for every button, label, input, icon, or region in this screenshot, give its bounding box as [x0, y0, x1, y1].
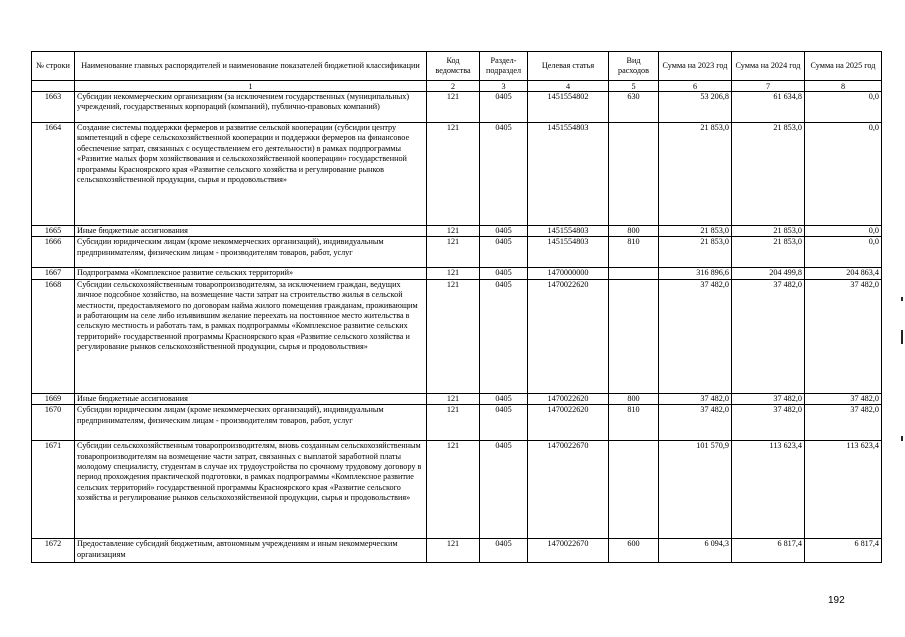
target-cell: 1470022620	[528, 279, 609, 393]
target-cell: 1470022620	[528, 405, 609, 441]
expense-type-cell: 600	[609, 539, 659, 563]
sum-2024-cell: 37 482,0	[732, 393, 805, 404]
target-cell: 1451554802	[528, 92, 609, 123]
row-number-cell: 1670	[32, 405, 75, 441]
dept-code-cell: 121	[427, 441, 480, 539]
expense-type-cell	[609, 268, 659, 279]
target-cell: 1470022670	[528, 441, 609, 539]
header-target: Целевая статья	[528, 52, 609, 81]
table-row	[32, 226, 882, 237]
scan-edge-mark	[901, 297, 903, 301]
row-name-cell: Субсидии юридическим лицам (кроме некоммерческих организаций), индивидуальным предпринимателям, физическим лицам - производителям товаров, работ, услуг	[75, 237, 427, 268]
table-row	[32, 441, 882, 539]
target-cell: 1451554803	[528, 226, 609, 237]
row-name-cell: Субсидии юридическим лицам (кроме некоммерческих организаций), индивидуальным предпринимателям, физическим лицам - производителям товаров, работ, услуг	[75, 405, 427, 441]
column-number: 4	[528, 81, 609, 92]
header-sum-2024: Сумма на 2024 год	[732, 52, 805, 81]
expense-type-cell: 630	[609, 92, 659, 123]
section-cell: 0405	[480, 279, 528, 393]
section-cell: 0405	[480, 441, 528, 539]
scan-edge-mark	[901, 436, 903, 441]
column-number: 1	[75, 81, 427, 92]
section-cell: 0405	[480, 393, 528, 404]
target-cell: 1470022620	[528, 393, 609, 404]
column-number: 5	[609, 81, 659, 92]
column-number	[32, 81, 75, 92]
section-cell: 0405	[480, 237, 528, 268]
table-header-row	[32, 52, 882, 81]
sum-2023-cell: 37 482,0	[659, 405, 732, 441]
sum-2024-cell: 21 853,0	[732, 226, 805, 237]
section-cell: 0405	[480, 123, 528, 226]
column-number: 6	[659, 81, 732, 92]
dept-code-cell: 121	[427, 539, 480, 563]
sum-2023-cell: 316 896,6	[659, 268, 732, 279]
row-number-cell: 1664	[32, 123, 75, 226]
row-number-cell: 1671	[32, 441, 75, 539]
expense-type-cell: 800	[609, 226, 659, 237]
expense-type-cell: 800	[609, 393, 659, 404]
header-sum-2023: Сумма на 2023 год	[659, 52, 732, 81]
sum-2025-cell: 113 623,4	[805, 441, 882, 539]
sum-2024-cell: 21 853,0	[732, 237, 805, 268]
row-number-cell: 1669	[32, 393, 75, 404]
sum-2024-cell: 204 499,8	[732, 268, 805, 279]
sum-2025-cell: 37 482,0	[805, 405, 882, 441]
table-row	[32, 123, 882, 226]
sum-2024-cell: 21 853,0	[732, 123, 805, 226]
page-number: 192	[828, 595, 845, 606]
row-number-cell: 1672	[32, 539, 75, 563]
row-number-cell: 1667	[32, 268, 75, 279]
target-cell: 1451554803	[528, 123, 609, 226]
sum-2023-cell: 53 206,8	[659, 92, 732, 123]
header-sum-2025: Сумма на 2025 год	[805, 52, 882, 81]
section-cell: 0405	[480, 268, 528, 279]
dept-code-cell: 121	[427, 279, 480, 393]
table-row	[32, 237, 882, 268]
scan-edge-mark	[901, 330, 903, 344]
sum-2025-cell: 0,0	[805, 123, 882, 226]
sum-2023-cell: 21 853,0	[659, 237, 732, 268]
sum-2024-cell: 6 817,4	[732, 539, 805, 563]
table-row	[32, 539, 882, 563]
row-number-cell: 1668	[32, 279, 75, 393]
sum-2025-cell: 6 817,4	[805, 539, 882, 563]
sum-2023-cell: 101 570,9	[659, 441, 732, 539]
row-name-cell: Иные бюджетные ассигнования	[75, 226, 427, 237]
row-name-cell: Субсидии сельскохозяйственным товаропроизводителям, вновь созданным сельскохозяйственным товаропроизводителям на возмещение части затрат, связанных с выплатой заработной платы молодому специалисту, студентам в случае их трудоустройства по срочному трудовому договору в период прохождения практической подготовки, в рамках подпрограммы «Комплексное развитие сельских территорий» государственной программы Красноярского края «Развитие сельского хозяйства и регулирование рынков сельскохозяйственной продукции, сырья и продовольствия»	[75, 441, 427, 539]
dept-code-cell: 121	[427, 226, 480, 237]
sum-2024-cell: 37 482,0	[732, 405, 805, 441]
header-row-number: № строки	[32, 52, 75, 81]
table-row	[32, 268, 882, 279]
dept-code-cell: 121	[427, 237, 480, 268]
section-cell: 0405	[480, 405, 528, 441]
dept-code-cell: 121	[427, 405, 480, 441]
row-number-cell: 1666	[32, 237, 75, 268]
expense-type-cell: 810	[609, 237, 659, 268]
sum-2025-cell: 0,0	[805, 92, 882, 123]
column-number: 8	[805, 81, 882, 92]
sum-2024-cell: 61 634,8	[732, 92, 805, 123]
header-section: Раздел-подраздел	[480, 52, 528, 81]
header-dept-code: Код ведомства	[427, 52, 480, 81]
dept-code-cell: 121	[427, 92, 480, 123]
sum-2023-cell: 37 482,0	[659, 279, 732, 393]
column-number: 7	[732, 81, 805, 92]
target-cell: 1470000000	[528, 268, 609, 279]
row-number-cell: 1663	[32, 92, 75, 123]
header-expense-type: Вид расходов	[609, 52, 659, 81]
sum-2025-cell: 37 482,0	[805, 279, 882, 393]
sum-2023-cell: 37 482,0	[659, 393, 732, 404]
sum-2025-cell: 204 863,4	[805, 268, 882, 279]
sum-2024-cell: 37 482,0	[732, 279, 805, 393]
sum-2023-cell: 21 853,0	[659, 123, 732, 226]
sum-2023-cell: 21 853,0	[659, 226, 732, 237]
section-cell: 0405	[480, 92, 528, 123]
row-name-cell: Предоставление субсидий бюджетным, автономным учреждениям и иным некоммерческим организациям	[75, 539, 427, 563]
column-number-row	[32, 81, 882, 92]
sum-2025-cell: 0,0	[805, 226, 882, 237]
row-name-cell: Субсидии сельскохозяйственным товаропроизводителям, за исключением граждан, ведущих личное подсобное хозяйство, на возмещение части затрат на строительство жилья в сельской местности, предоставляемого по договорам найма жилого помещения гражданам, проживающим и работающим на селе либо изъявившим желание переехать на постоянное место жительства в сельскую местность и работать там, в рамках подпрограммы «Комплексное развитие сельских территорий» государственной программы Красноярского края «Развитие сельского хозяйства и регулирование рынков сельскохозяйственной продукции, сырья и продовольствия»	[75, 279, 427, 393]
column-number: 3	[480, 81, 528, 92]
table-row	[32, 92, 882, 123]
dept-code-cell: 121	[427, 123, 480, 226]
expense-type-cell	[609, 279, 659, 393]
section-cell: 0405	[480, 226, 528, 237]
sum-2023-cell: 6 094,3	[659, 539, 732, 563]
header-name: Наименование главных распорядителей и наименование показателей бюджетной классификации	[75, 52, 427, 81]
sum-2025-cell: 0,0	[805, 237, 882, 268]
budget-table	[31, 51, 882, 563]
target-cell: 1470022670	[528, 539, 609, 563]
expense-type-cell	[609, 123, 659, 226]
table-row	[32, 393, 882, 404]
target-cell: 1451554803	[528, 237, 609, 268]
row-name-cell: Иные бюджетные ассигнования	[75, 393, 427, 404]
section-cell: 0405	[480, 539, 528, 563]
row-number-cell: 1665	[32, 226, 75, 237]
table-row	[32, 405, 882, 441]
sum-2025-cell: 37 482,0	[805, 393, 882, 404]
table-row	[32, 279, 882, 393]
expense-type-cell	[609, 441, 659, 539]
dept-code-cell: 121	[427, 393, 480, 404]
row-name-cell: Создание системы поддержки фермеров и развитие сельской кооперации (субсидии центру компетенций в сфере сельскохозяйственной кооперации и поддержки фермеров на финансовое обеспечение затрат, связанных с осуществлением его деятельности) в рамках подпрограммы «Развитие малых форм хозяйствования и сельскохозяйственной кооперации» государственной программы Красноярского края «Развитие сельского хозяйства и регулирование рынков сельскохозяйственной продукции, сырья и продовольствия»	[75, 123, 427, 226]
column-number: 2	[427, 81, 480, 92]
expense-type-cell: 810	[609, 405, 659, 441]
row-name-cell: Субсидии некоммерческим организациям (за исключением государственных (муниципальных) учреждений, государственных корпораций (компаний), публично-правовых компаний)	[75, 92, 427, 123]
dept-code-cell: 121	[427, 268, 480, 279]
row-name-cell: Подпрограмма «Комплексное развитие сельских территорий»	[75, 268, 427, 279]
sum-2024-cell: 113 623,4	[732, 441, 805, 539]
